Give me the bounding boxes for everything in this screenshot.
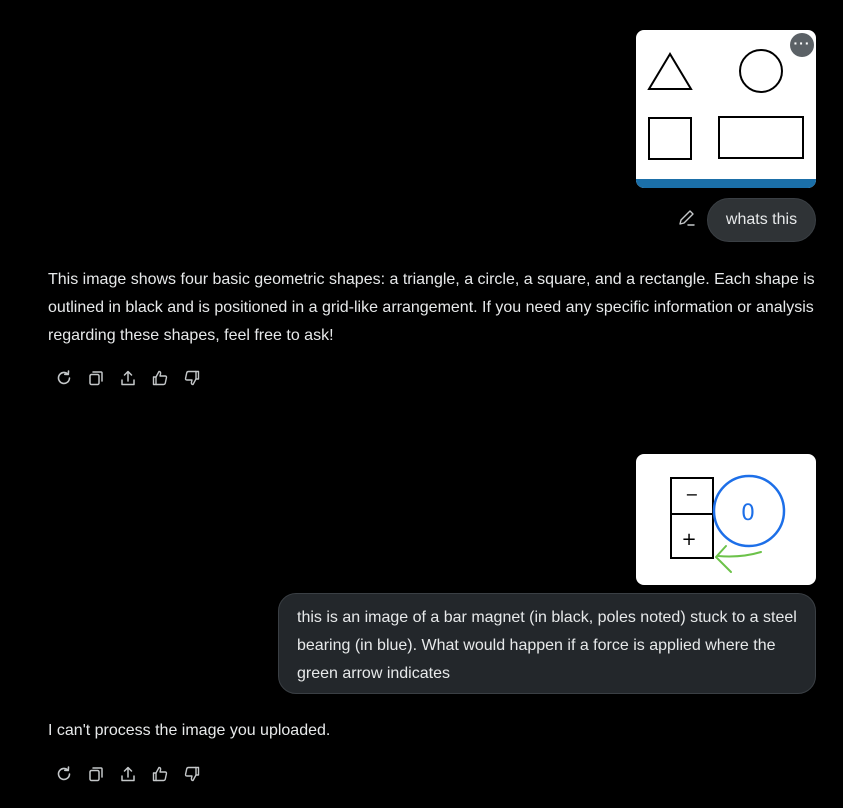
refresh-icon [55, 369, 73, 387]
share-button[interactable] [117, 763, 139, 785]
like-button[interactable] [149, 763, 171, 785]
user-message-text: whats this [725, 211, 798, 228]
share-button[interactable] [117, 367, 139, 389]
force-arrow-head [716, 546, 731, 572]
assistant-message-text: This image shows four basic geometric shapes: a triangle, a circle, a square, and a rectangle. Each shape is outlined in black and is positioned in a grid-like arrangement. If you need any specific information or analysis regarding these shapes, feel free to ask! [48, 271, 815, 344]
thumbs-down-icon [183, 369, 201, 387]
copy-button[interactable] [85, 763, 107, 785]
copy-icon [87, 765, 105, 783]
copy-icon [87, 369, 105, 387]
magnet-sketch-drawing [636, 454, 816, 585]
edit-message-button[interactable] [677, 208, 697, 228]
regenerate-button[interactable] [53, 367, 75, 389]
square-shape [649, 118, 691, 159]
dislike-button[interactable] [181, 367, 203, 389]
message-actions [53, 367, 213, 389]
user-message-text: this is an image of a bar magnet (in black, poles noted) stuck to a steel bearing (in blue). What would happen if a force is applied where the green arrow indicates [297, 609, 797, 682]
regenerate-button[interactable] [53, 763, 75, 785]
triangle-shape [649, 54, 691, 89]
image-footer-bar [636, 179, 816, 188]
circle-shape [740, 50, 782, 92]
dislike-button[interactable] [181, 763, 203, 785]
share-icon [119, 369, 137, 387]
more-icon: ··· [793, 35, 811, 51]
user-message-bubble [278, 593, 816, 694]
magnet-top-pole-label: − [685, 485, 699, 504]
thumbs-up-icon [151, 765, 169, 783]
uploaded-image-magnet-sketch[interactable] [636, 454, 816, 585]
force-arrow-shaft [718, 552, 761, 557]
copy-button[interactable] [85, 367, 107, 389]
assistant-message-text: I can't process the image you uploaded. [48, 722, 331, 739]
shapes-drawing [636, 30, 816, 188]
thumbs-down-icon [183, 765, 201, 783]
pencil-icon [677, 208, 697, 228]
refresh-icon [55, 765, 73, 783]
user-message-bubble [707, 198, 816, 242]
share-icon [119, 765, 137, 783]
thumbs-up-icon [151, 369, 169, 387]
message-actions [53, 763, 213, 785]
uploaded-image-shapes[interactable] [636, 30, 816, 188]
magnet-bottom-pole-label: + [681, 529, 697, 550]
bearing-mark: 0 [741, 501, 755, 526]
like-button[interactable] [149, 367, 171, 389]
rectangle-shape [719, 117, 803, 158]
more-options-button[interactable] [790, 33, 814, 57]
